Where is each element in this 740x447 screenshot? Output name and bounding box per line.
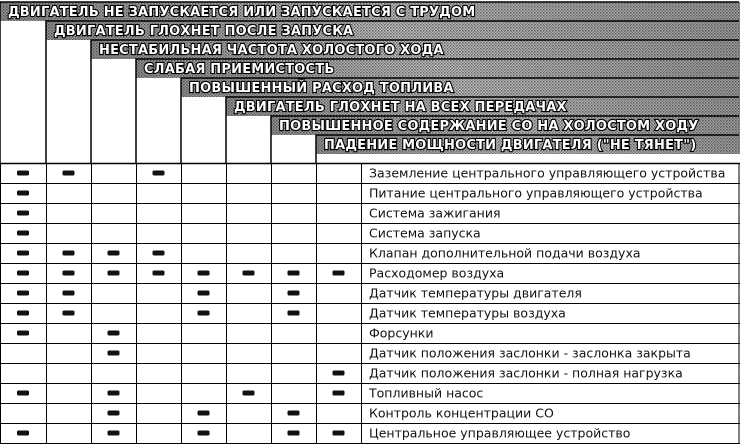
symptom-title-8: ПАДЕНИЕ МОЩНОСТИ ДВИГАТЕЛЯ ("НЕ ТЯНЕТ") [324, 138, 697, 153]
mark-row8-col1 [17, 311, 29, 316]
mark-row12-col6 [243, 391, 255, 396]
mark-row5-col2 [63, 251, 75, 256]
mark-row6-col1 [17, 271, 29, 276]
row-label: Топливный насос [369, 385, 484, 401]
symptom-title-5: ПОВЫШЕННЫЙ РАСХОД ТОПЛИВА [189, 81, 454, 96]
mark-row14-col8 [333, 431, 345, 436]
mark-row7-col2 [63, 291, 75, 296]
symptom-column-head-2 [46, 40, 91, 163]
symptom-column-head-4 [136, 78, 181, 163]
row-label: Датчик температуры воздуха [369, 305, 566, 321]
mark-row10-col3 [108, 351, 120, 356]
mark-row9-col3 [108, 331, 120, 336]
row-label: Датчик положения заслонки - полная нагрузка [369, 365, 683, 381]
mark-row3-col1 [17, 211, 29, 216]
row-label: Центральное управляющее устройство [369, 425, 631, 441]
row-label: Система зажигания [369, 205, 501, 221]
symptom-header [0, 2, 740, 163]
symptom-column-head-7 [271, 135, 316, 163]
mark-row1-col4 [153, 171, 165, 176]
mark-row13-col7 [288, 411, 300, 416]
mark-row14-col5 [198, 431, 210, 436]
mark-row6-col3 [108, 271, 120, 276]
mark-row14-col1 [17, 431, 29, 436]
mark-row6-col5 [198, 271, 210, 276]
row-label: Клапан дополнительной подачи воздуха [369, 245, 641, 261]
mark-row5-col3 [108, 251, 120, 256]
mark-row9-col1 [17, 331, 29, 336]
mark-row8-col2 [63, 311, 75, 316]
row-label: Расходомер воздуха [369, 265, 505, 281]
mark-row7-col1 [17, 291, 29, 296]
mark-row7-col5 [198, 291, 210, 296]
mark-row1-col1 [17, 171, 29, 176]
mark-row6-col4 [153, 271, 165, 276]
row-label: Датчик положения заслонки - заслонка закрыта [369, 345, 691, 361]
mark-row12-col8 [333, 391, 345, 396]
symptom-column-head-5 [181, 97, 226, 163]
symptom-title-3: НЕСТАБИЛЬНАЯ ЧАСТОТА ХОЛОСТОГО ХОДА [99, 43, 444, 58]
mark-row12-col1 [17, 391, 29, 396]
symptom-title-1: ДВИГАТЕЛЬ НЕ ЗАПУСКАЕТСЯ ИЛИ ЗАПУСКАЕТСЯ С ТРУДОМ [8, 5, 476, 20]
mark-row6-col2 [63, 271, 75, 276]
row-label: Заземление центрального управляющего устройства [369, 165, 726, 181]
mark-row8-col7 [288, 311, 300, 316]
row-label: Контроль концентрации СО [369, 405, 554, 421]
symptom-title-4: СЛАБАЯ ПРИЕМИСТОСТЬ [144, 62, 335, 77]
mark-row6-col6 [243, 271, 255, 276]
row-label: Датчик температуры двигателя [369, 285, 582, 301]
symptom-column-head-1 [0, 21, 46, 163]
mark-row13-col3 [108, 411, 120, 416]
mark-row2-col1 [17, 191, 29, 196]
row-label: Форсунки [369, 325, 434, 341]
mark-row1-col2 [63, 171, 75, 176]
mark-row14-col7 [288, 431, 300, 436]
symptom-title-2: ДВИГАТЕЛЬ ГЛОХНЕТ ПОСЛЕ ЗАПУСКА [54, 24, 354, 39]
mark-row6-col7 [288, 271, 300, 276]
symptom-title-7: ПОВЫШЕННОЕ СОДЕРЖАНИЕ СО НА ХОЛОСТОМ ХОДУ [279, 119, 699, 134]
symptom-column-head-3 [91, 59, 136, 163]
mark-row12-col3 [108, 391, 120, 396]
symptom-column-head-8 [316, 154, 361, 163]
mark-row5-col4 [153, 251, 165, 256]
symptom-title-6: ДВИГАТЕЛЬ ГЛОХНЕТ НА ВСЕХ ПЕРЕДАЧАХ [234, 100, 567, 115]
mark-row14-col3 [108, 431, 120, 436]
mark-row8-col5 [198, 311, 210, 316]
mark-row11-col8 [333, 371, 345, 376]
mark-row7-col7 [288, 291, 300, 296]
mark-row5-col1 [17, 251, 29, 256]
mark-row4-col1 [17, 231, 29, 236]
symptom-column-head-6 [226, 116, 271, 163]
mark-row6-col8 [333, 271, 345, 276]
mark-row13-col5 [198, 411, 210, 416]
row-label: Питание центрального управляющего устройства [369, 185, 703, 201]
row-label: Система запуска [369, 225, 481, 241]
